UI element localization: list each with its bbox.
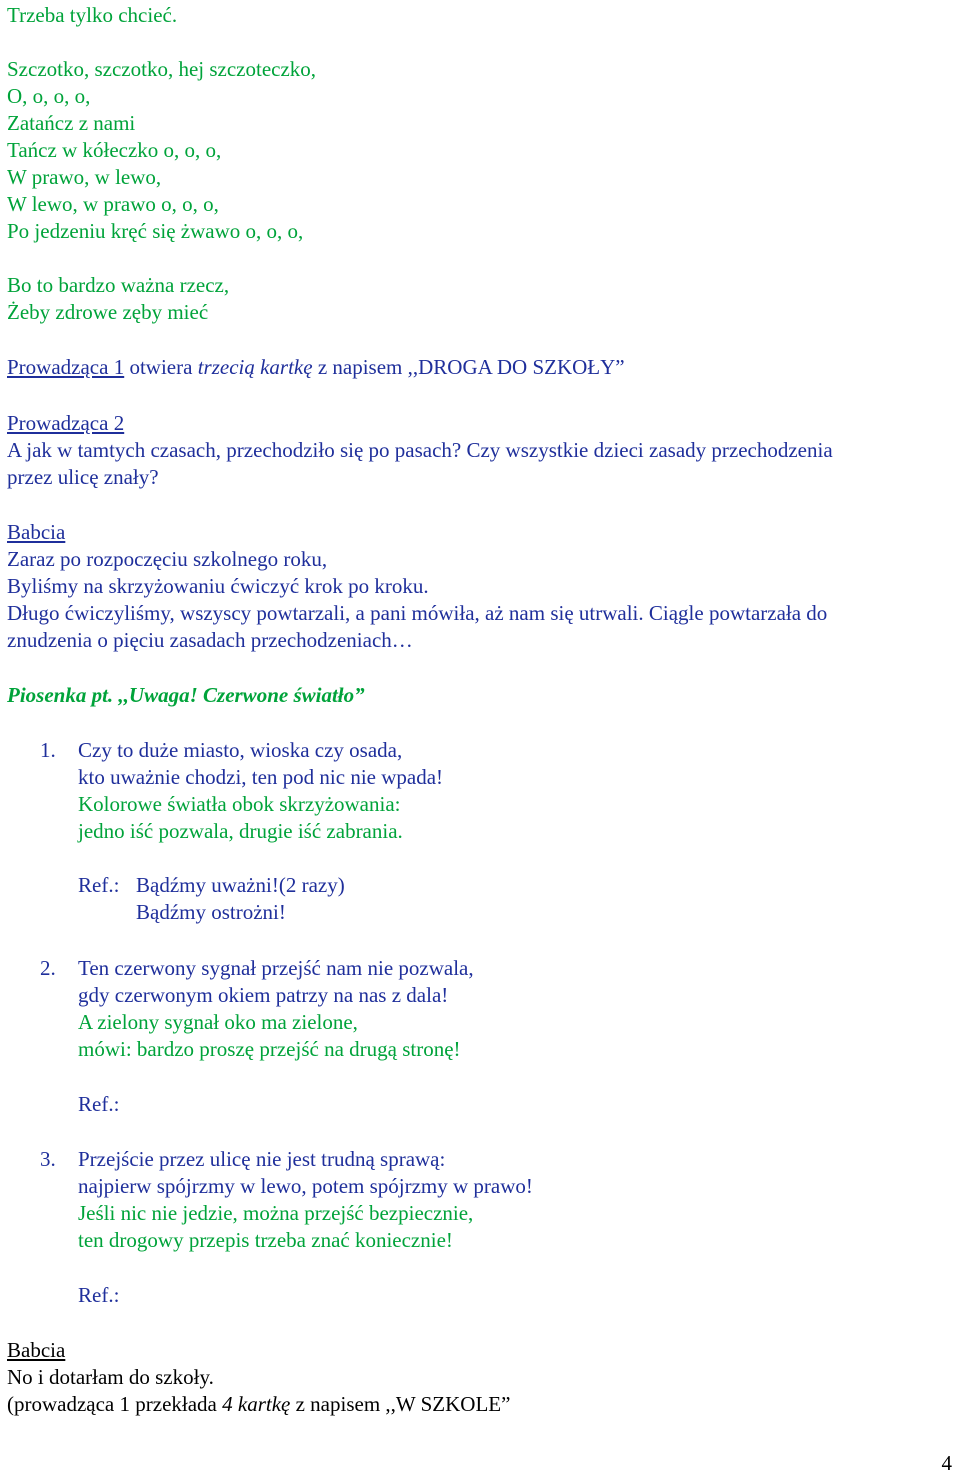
verse-line: Przejście przez ulicę nie jest trudną sprawą: [78, 1147, 446, 1171]
speech-line: A jak w tamtych czasach, przechodziło się po pasach? Czy wszystkie dzieci zasady przechodzenia [7, 438, 833, 462]
verse-line: jedno iść pozwala, drugie iść zabrania. [78, 819, 403, 843]
verse-line: Kolorowe światła obok skrzyżowania: [78, 792, 401, 816]
song-title: Piosenka pt. ,,Uwaga! Czerwone światło” [7, 683, 365, 707]
verse-line: kto uważnie chodzi, ten pod nic nie wpada! [78, 765, 444, 789]
stage-direction-2 [7, 1391, 510, 1418]
verse-number: 1. [40, 738, 56, 762]
song1-line: Szczotko, szczotko, hej szczoteczko, [7, 57, 317, 81]
verse-line: gdy czerwonym okiem patrzy na nas z dala! [78, 983, 449, 1007]
stage-text-italic: trzecią kartkę [197, 355, 313, 379]
stage-text: z napisem ,,DROGA DO SZKOŁY” [312, 355, 625, 379]
speech-line: znudzenia o pięciu zasadach przechodzeniach… [7, 628, 413, 652]
intro-line: Trzeba tylko chcieć. [7, 3, 178, 27]
song1-line: Żeby zdrowe zęby mieć [7, 300, 209, 324]
speaker-name: Prowadząca 1 [7, 355, 125, 379]
refrain-line: Bądźmy ostrożni! [136, 900, 286, 924]
verse-number: 3. [40, 1147, 56, 1171]
verse-line: ten drogowy przepis trzeba znać koniecznie! [78, 1228, 453, 1252]
stage-text: z napisem ,,W SZKOLE” [290, 1392, 511, 1416]
verse-line: Czy to duże miasto, wioska czy osada, [78, 738, 403, 762]
speaker-name: Babcia [7, 1338, 66, 1362]
speaker-name: Prowadząca 2 [7, 411, 125, 435]
refrain-line: Bądźmy uważni!(2 razy) [136, 873, 345, 897]
song1-line: O, o, o, o, [7, 84, 91, 108]
speech-line: No i dotarłam do szkoły. [7, 1365, 214, 1389]
stage-text: otwiera [124, 355, 198, 379]
speech-line: Zaraz po rozpoczęciu szkolnego roku, [7, 547, 328, 571]
verse-line: A zielony sygnał oko ma zielone, [78, 1010, 358, 1034]
speech-line: Byliśmy na skrzyżowaniu ćwiczyć krok po kroku. [7, 574, 429, 598]
refrain-label: Ref.: [78, 1092, 120, 1116]
song1-line: W prawo, w lewo, [7, 165, 162, 189]
song1-line: Zatańcz z nami [7, 111, 136, 135]
verse-line: Ten czerwony sygnał przejść nam nie pozwala, [78, 956, 474, 980]
song1-line: Po jedzeniu kręć się żwawo o, o, o, [7, 219, 304, 243]
verse-line: najpierw spójrzmy w lewo, potem spójrzmy w prawo! [78, 1174, 533, 1198]
stage-text-italic: 4 kartkę [222, 1392, 291, 1416]
speech-line: Długo ćwiczyliśmy, wszyscy powtarzali, a pani mówiła, aż nam się utrwali. Ciągle powtarzała do [7, 601, 828, 625]
speaker-name: Babcia [7, 520, 66, 544]
verse-line: Jeśli nic nie jedzie, można przejść bezpiecznie, [78, 1201, 474, 1225]
song1-line: Tańcz w kółeczko o, o, o, [7, 138, 222, 162]
refrain-label: Ref.: [78, 873, 120, 897]
verse-number: 2. [40, 956, 56, 980]
page-number: 4 [941, 1451, 952, 1475]
refrain-label: Ref.: [78, 1283, 120, 1307]
speech-line: przez ulicę znały? [7, 465, 159, 489]
song1-line: W lewo, w prawo o, o, o, [7, 192, 219, 216]
stage-text: (prowadząca 1 przekłada [7, 1392, 223, 1416]
verse-line: mówi: bardzo proszę przejść na drugą stronę! [78, 1037, 461, 1061]
stage-direction-1 [7, 354, 625, 381]
song1-line: Bo to bardzo ważna rzecz, [7, 273, 230, 297]
